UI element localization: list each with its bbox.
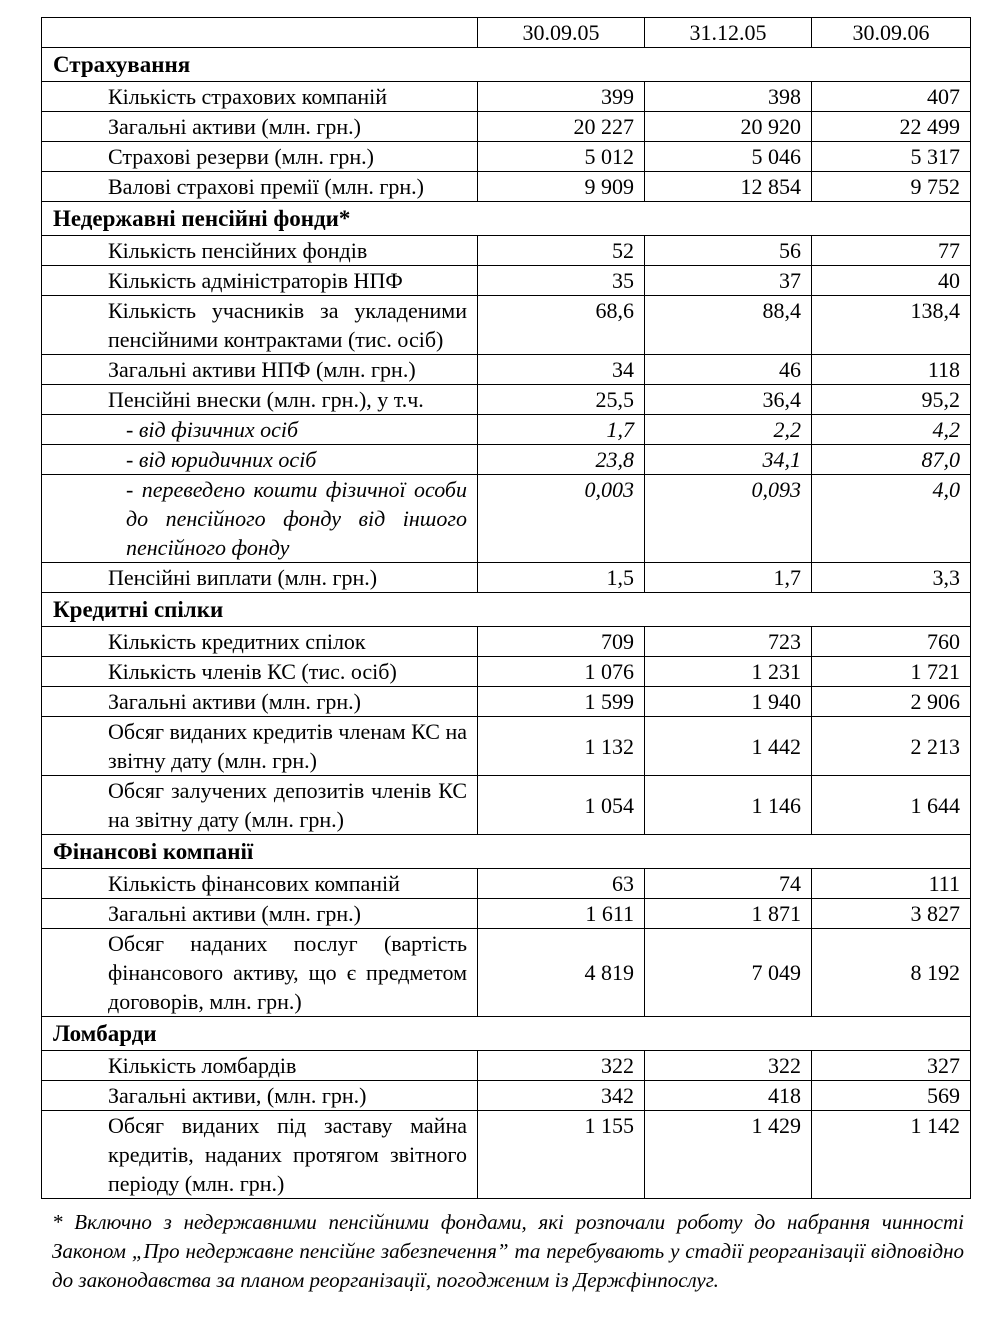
row-label: Обсяг залучених депозитів членів КС на звітну дату (млн. грн.) (42, 776, 478, 835)
row-value: 88,4 (645, 296, 812, 355)
row-value: 418 (645, 1081, 812, 1111)
row-label: Кількість кредитних спілок (42, 627, 478, 657)
row-value: 22 499 (812, 112, 971, 142)
row-value: 118 (812, 355, 971, 385)
row-value: 9 909 (478, 172, 645, 202)
row-value: 3 827 (812, 899, 971, 929)
row-label: Пенсійні внески (млн. грн.), у т.ч. (42, 385, 478, 415)
section-header-pawnshops (42, 1017, 971, 1051)
row-value: 3,3 (812, 563, 971, 593)
row-label: Загальні активи (млн. грн.) (42, 112, 478, 142)
table-row (42, 82, 971, 112)
row-value: 1,7 (645, 563, 812, 593)
row-value: 1 054 (478, 776, 645, 835)
row-label: Кількість членів КС (тис. осіб) (42, 657, 478, 687)
row-label: Загальні активи НПФ (млн. грн.) (42, 355, 478, 385)
row-value: 25,5 (478, 385, 645, 415)
row-value: 5 012 (478, 142, 645, 172)
table-row (42, 1111, 971, 1199)
row-label: Страхові резерви (млн. грн.) (42, 142, 478, 172)
section-title: Фінансові компанії (42, 835, 971, 869)
row-label: Кількість учасників за укладеними пенсійними контрактами (тис. осіб) (42, 296, 478, 355)
table-row (42, 1081, 971, 1111)
table-row (42, 563, 971, 593)
row-label: Кількість пенсійних фондів (42, 236, 478, 266)
row-value: 0,093 (645, 475, 812, 563)
row-value: 46 (645, 355, 812, 385)
row-value: 63 (478, 869, 645, 899)
row-value: 111 (812, 869, 971, 899)
row-label: Загальні активи (млн. грн.) (42, 899, 478, 929)
row-value: 34,1 (645, 445, 812, 475)
section-title: Ломбарди (42, 1017, 971, 1051)
row-value: 52 (478, 236, 645, 266)
row-value: 9 752 (812, 172, 971, 202)
table-row (42, 385, 971, 415)
row-value: 5 046 (645, 142, 812, 172)
row-value: 20 920 (645, 112, 812, 142)
row-label: Обсяг виданих під заставу майна кредитів, наданих протягом звітного періоду (млн. грн.) (42, 1111, 478, 1199)
financial-statistics-table (41, 17, 971, 1199)
row-value: 398 (645, 82, 812, 112)
table-row (42, 142, 971, 172)
row-label: - від юридичних осіб (42, 445, 478, 475)
table-row (42, 657, 971, 687)
row-value: 1 146 (645, 776, 812, 835)
row-value: 1 611 (478, 899, 645, 929)
row-value: 68,6 (478, 296, 645, 355)
row-value: 1,5 (478, 563, 645, 593)
row-value: 327 (812, 1051, 971, 1081)
row-label: Кількість адміністраторів НПФ (42, 266, 478, 296)
row-value: 34 (478, 355, 645, 385)
section-header-credit-unions (42, 593, 971, 627)
row-value: 1 231 (645, 657, 812, 687)
row-value: 5 317 (812, 142, 971, 172)
row-value: 1 940 (645, 687, 812, 717)
row-label: Валові страхові премії (млн. грн.) (42, 172, 478, 202)
row-value: 56 (645, 236, 812, 266)
footnote: * Включно з недержавними пенсійними фондами, які розпочали роботу до набрання чинності Законом „Про недержавне пенсійне забезпечення” та перебувають у стадії реорганізації відповідно до законодавства за планом реорганізації, погодженим із Держфінпослуг. (52, 1210, 964, 1292)
section-header-insurance (42, 48, 971, 82)
row-value: 2 906 (812, 687, 971, 717)
section-header-finance-companies (42, 835, 971, 869)
row-value: 36,4 (645, 385, 812, 415)
row-value: 23,8 (478, 445, 645, 475)
row-value: 7 049 (645, 929, 812, 1017)
table-row (42, 776, 971, 835)
row-label: - від фізичних осіб (42, 415, 478, 445)
row-value: 40 (812, 266, 971, 296)
table-row (42, 355, 971, 385)
table-row (42, 869, 971, 899)
table-row (42, 929, 971, 1017)
row-value: 4,2 (812, 415, 971, 445)
table-row (42, 266, 971, 296)
row-value: 1 721 (812, 657, 971, 687)
row-value: 12 854 (645, 172, 812, 202)
row-value: 2,2 (645, 415, 812, 445)
row-value: 407 (812, 82, 971, 112)
row-label: Кількість ломбардів (42, 1051, 478, 1081)
row-value: 95,2 (812, 385, 971, 415)
row-value: 74 (645, 869, 812, 899)
table-header-row (42, 18, 971, 48)
table-row (42, 415, 971, 445)
row-value: 4,0 (812, 475, 971, 563)
row-value: 1 429 (645, 1111, 812, 1199)
row-value: 35 (478, 266, 645, 296)
row-value: 8 192 (812, 929, 971, 1017)
row-value: 760 (812, 627, 971, 657)
row-value: 1 644 (812, 776, 971, 835)
row-value: 569 (812, 1081, 971, 1111)
table-row (42, 172, 971, 202)
row-value: 0,003 (478, 475, 645, 563)
row-value: 77 (812, 236, 971, 266)
table-row (42, 296, 971, 355)
row-label: Кількість фінансових компаній (42, 869, 478, 899)
row-label: Пенсійні виплати (млн. грн.) (42, 563, 478, 593)
row-value: 709 (478, 627, 645, 657)
row-value: 1 142 (812, 1111, 971, 1199)
table-row (42, 717, 971, 776)
section-title: Кредитні спілки (42, 593, 971, 627)
section-header-pension-funds (42, 202, 971, 236)
row-label: Загальні активи, (млн. грн.) (42, 1081, 478, 1111)
row-value: 1 132 (478, 717, 645, 776)
row-value: 1 076 (478, 657, 645, 687)
section-title: Страхування (42, 48, 971, 82)
row-label: Обсяг наданих послуг (вартість фінансового активу, що є предметом договорів, млн. грн.) (42, 929, 478, 1017)
row-label: Кількість страхових компаній (42, 82, 478, 112)
header-date: 30.09.05 (478, 18, 645, 48)
row-value: 138,4 (812, 296, 971, 355)
row-value: 1 155 (478, 1111, 645, 1199)
table-row (42, 236, 971, 266)
table-row (42, 475, 971, 563)
table-row (42, 899, 971, 929)
row-value: 1,7 (478, 415, 645, 445)
row-value: 2 213 (812, 717, 971, 776)
header-empty-cell (42, 18, 478, 48)
row-value: 342 (478, 1081, 645, 1111)
row-value: 1 599 (478, 687, 645, 717)
row-value: 1 871 (645, 899, 812, 929)
header-date: 31.12.05 (645, 18, 812, 48)
row-value: 723 (645, 627, 812, 657)
row-value: 20 227 (478, 112, 645, 142)
table-row (42, 1051, 971, 1081)
row-label: Загальні активи (млн. грн.) (42, 687, 478, 717)
table-row (42, 112, 971, 142)
table-row (42, 627, 971, 657)
row-label: - переведено кошти фізичної особи до пенсійного фонду від іншого пенсійного фонду (42, 475, 478, 563)
table-row (42, 445, 971, 475)
row-value: 1 442 (645, 717, 812, 776)
row-value: 322 (645, 1051, 812, 1081)
row-value: 37 (645, 266, 812, 296)
table-row (42, 687, 971, 717)
row-label: Обсяг виданих кредитів членам КС на звітну дату (млн. грн.) (42, 717, 478, 776)
section-title: Недержавні пенсійні фонди* (42, 202, 971, 236)
row-value: 322 (478, 1051, 645, 1081)
row-value: 87,0 (812, 445, 971, 475)
row-value: 399 (478, 82, 645, 112)
row-value: 4 819 (478, 929, 645, 1017)
header-date: 30.09.06 (812, 18, 971, 48)
